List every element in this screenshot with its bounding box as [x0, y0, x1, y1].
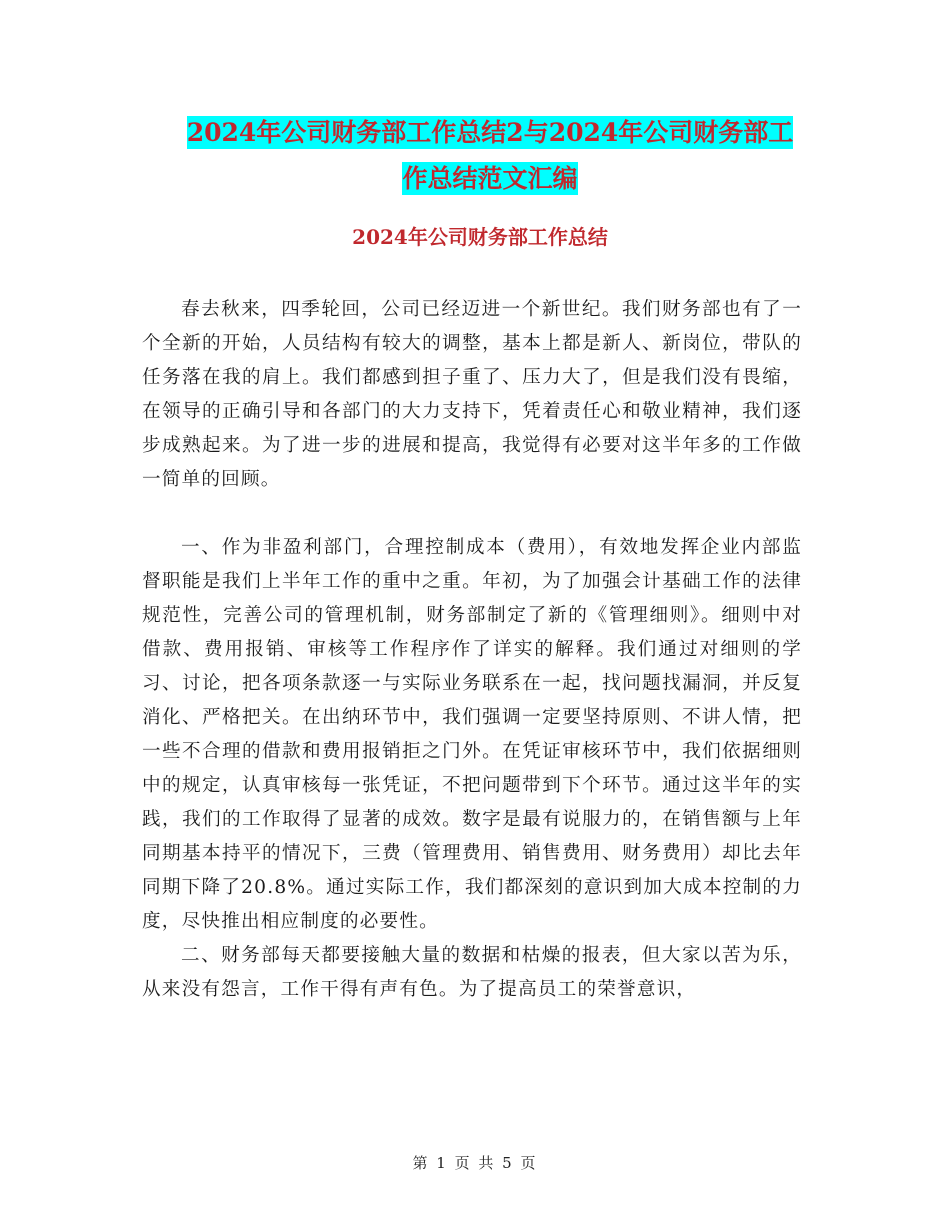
- title-line-1: 2024年公司财务部工作总结2与2024年公司财务部工: [186, 118, 794, 147]
- paragraph-item-1: 一、作为非盈利部门，合理控制成本（费用），有效地发挥企业内部监督职能是我们上半年工作的重中之重。年初，为了加强会计基础工作的法律规范性，完善公司的管理机制，财务部制定了新的《管理细则》。细则中对借款、费用报销、审核等工作程序作了详实的解释。我们通过对细则的学习、讨论，把各项条款逐一与实际业务联系在一起，找问题找漏洞，并反复消化、严格把关。在出纳环节中，我们强调一定要坚持原则、不讲人情，把一些不合理的借款和费用报销拒之门外。在凭证审核环节中，我们依据细则中的规定，认真审核每一张凭证，不把问题带到下个环节。通过这半年的实践，我们的工作取得了显著的成效。数字是最有说服力的，在销售额与上年同期基本持平的情况下，三费（管理费用、销售费用、财务费用）却比去年同期下降了20.8%。通过实际工作，我们都深刻的意识到加大成本控制的力度，尽快推出相应制度的必要性。: [142, 537, 802, 932]
- paragraph-intro: 春去秋来，四季轮回，公司已经迈进一个新世纪。我们财务部也有了一个全新的开始，人员结构有较大的调整，基本上都是新人、新岗位，带队的任务落在我的肩上。我们都感到担子重了、压力大了，但是我们没有畏缩，在领导的正确引导和各部门的大力支持下，凭着责任心和敬业精神，我们逐步成熟起来。为了进一步的进展和提高，我觉得有必要对这半年多的工作做一简单的回顾。: [142, 299, 802, 490]
- document-title: [140, 110, 840, 202]
- document-body: [142, 293, 802, 1007]
- title-line-2: 作总结范文汇编: [402, 164, 578, 193]
- page-footer: 第 1 页 共 5 页: [412, 1154, 538, 1172]
- paragraph-item-2: 二、财务部每天都要接触大量的数据和枯燥的报表，但大家以苦为乐，从来没有怨言，工作干得有声有色。为了提高员工的荣誉意识，: [142, 945, 802, 1000]
- section-title: 2024年公司财务部工作总结: [352, 225, 608, 249]
